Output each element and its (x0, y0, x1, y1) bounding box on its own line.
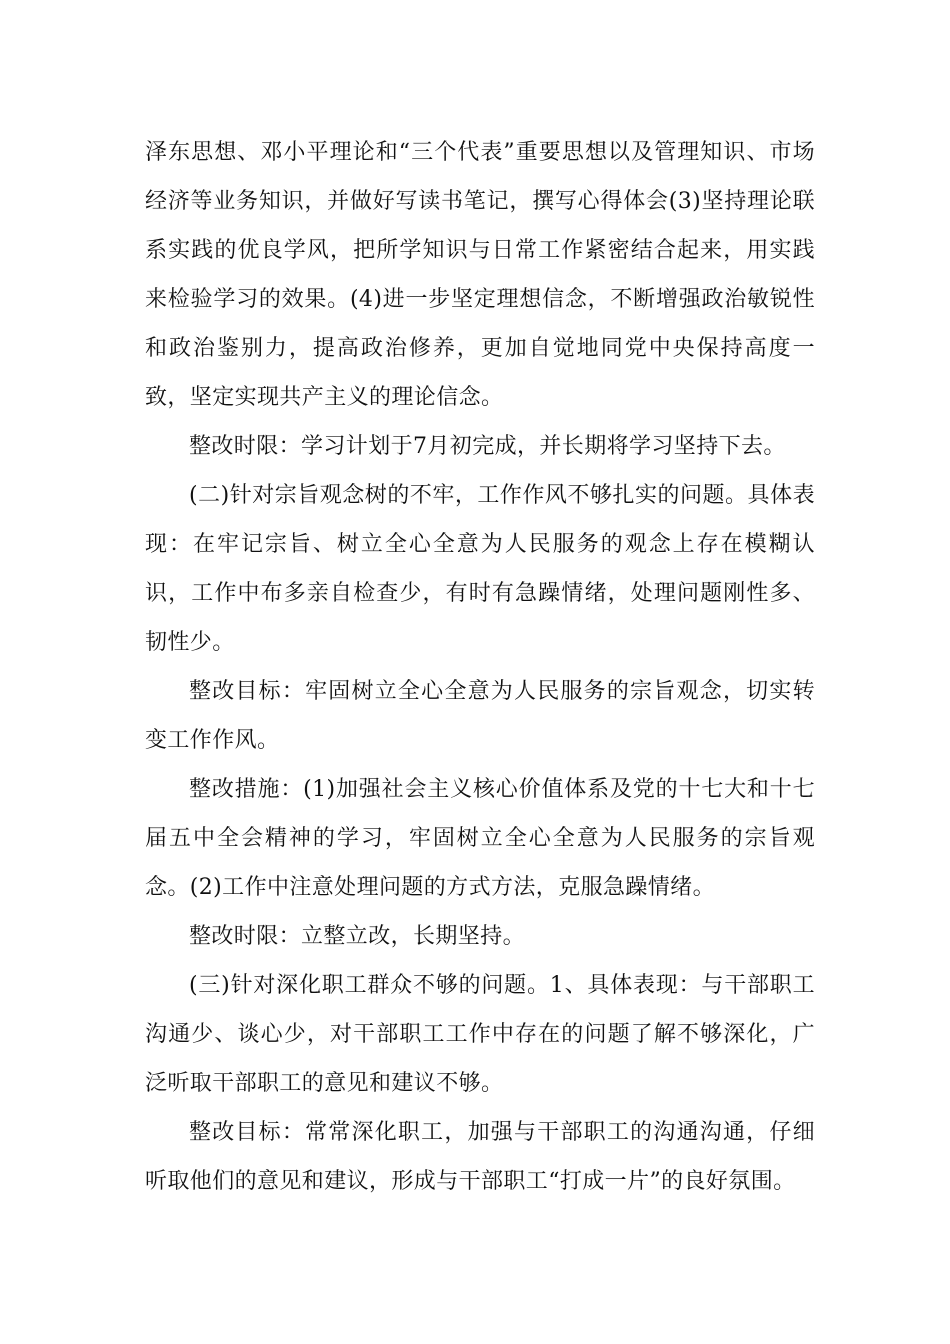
paragraph: 泽东思想、邓小平理论和“三个代表”重要思想以及管理知识、市场经济等业务知识，并做好写读书笔记，撰写心得体会(3)坚持理论联系实践的优良学风，把所学知识与日常工作紧密结合起来，用实践来检验学习的效果。(4)进一步坚定理想信念，不断增强政治敏锐性和政治鉴别力，提高政治修养，更加自觉地同党中央保持高度一致，坚定实现共产主义的理论信念。 (145, 140, 815, 410)
paragraph: (二)针对宗旨观念树的不牢，工作作风不够扎实的问题。具体表现：在牢记宗旨、树立全心全意为人民服务的观念上存在模糊认识，工作中布多亲自检查少，有时有急躁情绪，处理问题刚性多、韧性少。 (145, 483, 815, 655)
paragraph: 整改目标：常常深化职工，加强与干部职工的沟通沟通，仔细听取他们的意见和建议，形成与干部职工“打成一片”的良好氛围。 (145, 1120, 815, 1194)
paragraph: 整改措施：(1)加强社会主义核心价值体系及党的十七大和十七届五中全会精神的学习，牢固树立全心全意为人民服务的宗旨观念。(2)工作中注意处理问题的方式方法，克服急躁情绪。 (145, 777, 815, 900)
paragraph: 整改时限：学习计划于7月初完成，并长期将学习坚持下去。 (189, 434, 786, 459)
paragraph: (三)针对深化职工群众不够的问题。1、具体表现：与干部职工沟通少、谈心少，对干部职工工作中存在的问题了解不够深化，广泛听取干部职工的意见和建议不够。 (145, 973, 815, 1096)
paragraph: 整改时限：立整立改，长期坚持。 (189, 924, 526, 949)
paragraph: 整改目标：牢固树立全心全意为人民服务的宗旨观念，切实转变工作作风。 (145, 679, 815, 753)
document-body (145, 128, 815, 1206)
